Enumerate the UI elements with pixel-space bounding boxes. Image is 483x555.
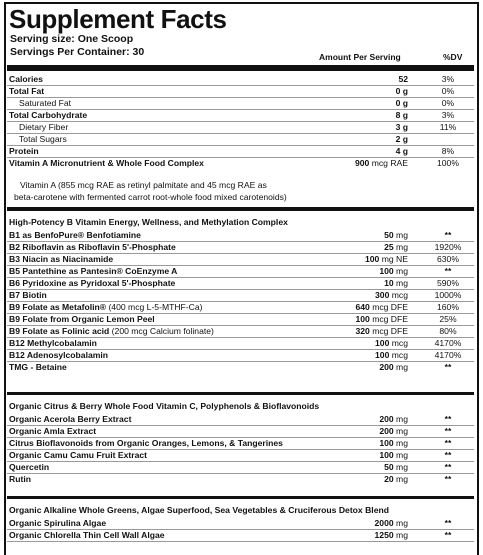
nutrient-dv: 8% xyxy=(441,146,455,156)
nutrient-name: Vitamin A Micronutrient & Whole Food Complex xyxy=(9,158,204,168)
ingredient-dv: ** xyxy=(444,362,452,372)
nutrient-row xyxy=(7,74,474,86)
ingredient-dv: 1920% xyxy=(434,242,462,252)
ingredient-dv: ** xyxy=(444,518,452,528)
ingredient-amount: 1250 xyxy=(374,530,394,540)
nutrient-dv: 11% xyxy=(439,122,457,132)
amount-column-header: Amount Per Serving xyxy=(319,52,401,62)
ingredient-row xyxy=(7,266,474,278)
section-title xyxy=(7,217,474,229)
ingredient-amount: 200 xyxy=(379,414,394,424)
ingredient-name: Quercetin xyxy=(9,462,50,472)
nutrient-amount: 4 xyxy=(395,146,401,156)
ingredient-unit: mg xyxy=(396,266,408,276)
ingredient-detail: (200 mcg Calcium folinate) xyxy=(109,326,214,336)
ingredient-unit: mg xyxy=(396,438,408,448)
ingredient-row xyxy=(7,362,474,374)
ingredient-name: B6 Pyridoxine as Pyridoxal 5'-Phosphate xyxy=(9,278,176,288)
ingredient-dv: ** xyxy=(444,474,452,484)
ingredient-name: B9 Folate as Folinic acid xyxy=(9,326,110,336)
nutrient-unit: g xyxy=(402,122,408,132)
ingredient-amount: 320 xyxy=(355,326,370,336)
ingredient-row xyxy=(7,530,474,542)
nutrient-dv: 3% xyxy=(441,110,455,120)
nutrient-name: Total Carbohydrate xyxy=(9,110,88,120)
nutrient-name: Total Fat xyxy=(9,86,45,96)
vitamin-a-description-line: beta-carotene with fermented carrot root-whole food mixed carotenoids) xyxy=(14,192,287,202)
vitamin-c-section-title: Organic Citrus & Berry Whole Food Vitamin C, Polyphenols & Bioflavonoids xyxy=(9,401,320,411)
nutrient-dv: 0% xyxy=(441,98,455,108)
ingredient-amount: 10 xyxy=(384,278,394,288)
ingredient-name: B7 Biotin xyxy=(9,290,47,300)
nutrient-unit: g xyxy=(402,134,408,144)
ingredient-dv: 630% xyxy=(437,254,459,264)
ingredient-unit: mcg DFE xyxy=(372,302,408,312)
nutrient-amount: 0 xyxy=(395,98,401,108)
section-divider xyxy=(7,207,474,211)
nutrient-unit: g xyxy=(402,146,408,156)
ingredient-unit: mcg xyxy=(391,338,408,348)
ingredient-row xyxy=(7,438,474,450)
ingredient-amount: 50 xyxy=(384,230,394,240)
nutrient-amount: 900 xyxy=(354,158,370,168)
ingredient-dv: ** xyxy=(444,266,452,276)
ingredient-row xyxy=(7,230,474,242)
ingredient-amount: 200 xyxy=(379,362,394,372)
ingredient-unit: mg xyxy=(396,450,408,460)
ingredient-name: B9 Folate from Organic Lemon Peel xyxy=(9,314,155,324)
nutrient-amount: 3 xyxy=(395,122,401,132)
ingredient-dv: 80% xyxy=(439,326,457,336)
greens-section-title: Organic Alkaline Whole Greens, Algae Superfood, Sea Vegetables & Cruciferous Detox Blend xyxy=(9,505,389,515)
servings-per-container: Servings Per Container: 30 xyxy=(10,46,145,58)
ingredient-amount: 100 xyxy=(375,350,390,360)
ingredient-name: B2 Riboflavin as Riboflavin 5'-Phosphate xyxy=(9,242,176,252)
thick-divider xyxy=(7,65,474,71)
ingredient-dv: 1000% xyxy=(434,290,462,300)
ingredient-unit: mg xyxy=(396,414,408,424)
ingredient-name: Citrus Bioflavonoids from Organic Oranges, Lemons, & Tangerines xyxy=(9,438,283,448)
ingredient-row xyxy=(7,314,474,326)
ingredient-unit: mg xyxy=(396,362,408,372)
ingredient-dv: 160% xyxy=(437,302,459,312)
ingredient-amount: 2000 xyxy=(374,518,394,528)
ingredient-name: Rutin xyxy=(9,474,31,484)
ingredient-row xyxy=(7,290,474,302)
ingredient-amount: 100 xyxy=(379,450,394,460)
ingredient-row xyxy=(7,450,474,462)
ingredient-dv: ** xyxy=(444,426,452,436)
ingredient-detail: (400 mcg L-5-MTHF-Ca) xyxy=(106,302,203,312)
page-title: Supplement Facts xyxy=(9,4,227,34)
ingredient-name: B9 Folate as Metafolin® xyxy=(9,302,107,312)
ingredient-unit: mg xyxy=(396,462,408,472)
nutrient-amount: 0 xyxy=(395,86,401,96)
ingredient-name: B1 as BenfoPure® Benfotiamine xyxy=(9,230,141,240)
ingredient-row xyxy=(7,518,474,530)
ingredient-row xyxy=(7,254,474,266)
ingredient-dv: ** xyxy=(444,414,452,424)
nutrient-amount: 2 xyxy=(395,134,401,144)
ingredient-unit: mcg xyxy=(391,290,408,300)
ingredient-unit: mg xyxy=(396,474,408,484)
nutrient-name: Saturated Fat xyxy=(19,98,72,108)
nutrient-name: Protein xyxy=(9,146,39,156)
nutrient-dv: 3% xyxy=(441,74,455,84)
ingredient-dv: 4170% xyxy=(434,350,462,360)
ingredient-unit: mg xyxy=(396,230,408,240)
nutrient-dv: 100% xyxy=(437,158,459,168)
ingredient-row xyxy=(7,426,474,438)
nutrient-row xyxy=(7,86,474,98)
ingredient-dv: ** xyxy=(444,230,452,240)
ingredient-name: B12 Adenosylcobalamin xyxy=(9,350,109,360)
ingredient-row xyxy=(7,302,474,314)
ingredient-row xyxy=(7,338,474,350)
section-title xyxy=(7,401,474,413)
ingredient-row xyxy=(7,474,474,486)
ingredient-unit: mg xyxy=(396,530,408,540)
ingredient-unit: mg xyxy=(396,242,408,252)
ingredient-name: Organic Camu Camu Fruit Extract xyxy=(9,450,148,460)
ingredient-dv: 590% xyxy=(437,278,459,288)
nutrient-row xyxy=(7,158,474,170)
ingredient-name: Organic Spirulina Algae xyxy=(9,518,107,528)
b-complex-section-title: High-Potency B Vitamin Energy, Wellness, and Methylation Complex xyxy=(9,217,288,227)
ingredient-dv: ** xyxy=(444,462,452,472)
ingredient-unit: mcg xyxy=(391,350,408,360)
ingredient-row xyxy=(7,462,474,474)
ingredient-dv: 25% xyxy=(439,314,457,324)
ingredient-row xyxy=(7,326,474,338)
nutrient-row xyxy=(7,146,474,158)
ingredient-amount: 25 xyxy=(384,242,394,252)
ingredient-amount: 100 xyxy=(355,314,370,324)
ingredient-name: TMG - Betaine xyxy=(9,362,67,372)
ingredient-dv: ** xyxy=(444,438,452,448)
nutrient-name: Calories xyxy=(9,74,43,84)
nutrient-unit: mcg RAE xyxy=(371,158,408,168)
nutrient-unit: g xyxy=(402,98,408,108)
serving-size: Serving size: One Scoop xyxy=(10,33,134,45)
ingredient-unit: mcg DFE xyxy=(372,326,408,336)
ingredient-unit: mg NE xyxy=(381,254,408,264)
ingredient-name: Organic Acerola Berry Extract xyxy=(9,414,132,424)
section-title xyxy=(7,505,474,517)
ingredient-dv: 4170% xyxy=(434,338,462,348)
nutrient-row xyxy=(7,122,474,134)
nutrient-amount: 8 xyxy=(395,110,401,120)
nutrient-row xyxy=(7,98,474,110)
section-divider xyxy=(7,496,474,499)
nutrient-row xyxy=(7,110,474,122)
nutrient-unit: g xyxy=(402,86,408,96)
nutrient-name: Dietary Fiber xyxy=(19,122,69,132)
ingredient-amount: 20 xyxy=(384,474,394,484)
ingredient-name: B3 Niacin as Niacinamide xyxy=(9,254,114,264)
ingredient-amount: 50 xyxy=(384,462,394,472)
ingredient-name: B5 Pantethine as Pantesin® CoEnzyme A xyxy=(9,266,178,276)
ingredient-row xyxy=(7,242,474,254)
ingredient-amount: 100 xyxy=(379,438,394,448)
ingredient-row xyxy=(7,414,474,426)
nutrient-unit: g xyxy=(402,110,408,120)
nutrient-amount: 52 xyxy=(398,74,408,84)
ingredient-unit: mg xyxy=(396,278,408,288)
section-divider xyxy=(7,392,474,395)
ingredient-amount: 100 xyxy=(365,254,380,264)
ingredient-unit: mg xyxy=(396,518,408,528)
ingredient-amount: 100 xyxy=(375,338,390,348)
nutrient-row xyxy=(7,134,474,146)
vitamin-a-description-line: Vitamin A (855 mcg RAE as retinyl palmitate and 45 mcg RAE as xyxy=(20,180,267,190)
dv-column-header: %DV xyxy=(443,52,463,62)
ingredient-name: Organic Chlorella Thin Cell Wall Algae xyxy=(9,530,165,540)
ingredient-amount: 100 xyxy=(379,266,394,276)
ingredient-amount: 640 xyxy=(355,302,370,312)
ingredient-dv: ** xyxy=(444,530,452,540)
ingredient-name: Organic Amla Extract xyxy=(9,426,97,436)
ingredient-dv: ** xyxy=(444,450,452,460)
ingredient-amount: 200 xyxy=(379,426,394,436)
ingredient-amount: 300 xyxy=(375,290,390,300)
nutrient-name: Total Sugars xyxy=(19,134,67,144)
ingredient-row xyxy=(7,278,474,290)
ingredient-name: B12 Methylcobalamin xyxy=(9,338,97,348)
ingredient-unit: mg xyxy=(396,426,408,436)
nutrient-dv: 0% xyxy=(441,86,455,96)
ingredient-row xyxy=(7,350,474,362)
ingredient-unit: mcg DFE xyxy=(372,314,408,324)
